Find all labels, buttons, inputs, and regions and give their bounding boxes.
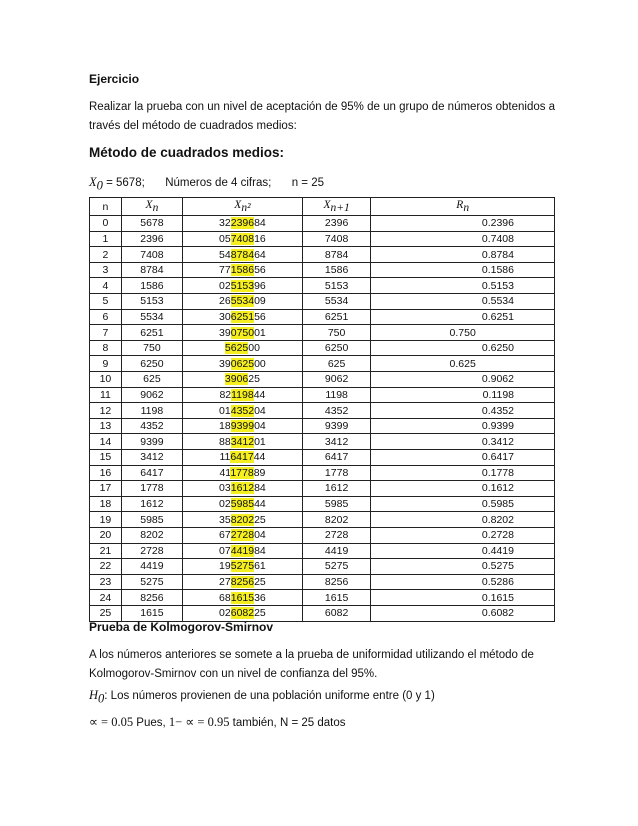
table-cell: 0.2728 bbox=[371, 527, 555, 543]
table-cell: 1198 bbox=[302, 387, 371, 403]
table-cell: 9 bbox=[90, 356, 122, 372]
table-cell: 5275 bbox=[302, 559, 371, 575]
confidence-expression: 1− ∝ = 0.95 bbox=[168, 715, 230, 729]
squared-cell bbox=[183, 418, 303, 434]
square-prefix-digits: 02 bbox=[219, 279, 231, 292]
table-row bbox=[90, 387, 555, 403]
square-prefix-digits: 18 bbox=[219, 420, 231, 433]
table-cell: 1778 bbox=[121, 481, 182, 497]
table-cell: 1586 bbox=[121, 278, 182, 294]
ks-intro-paragraph: A los números anteriores se somete a la prueba de uniformidad utilizando el método de Kolmogorov-Smirnov con un nivel de confianza del 95%. bbox=[89, 649, 534, 680]
table-cell: 0 bbox=[90, 216, 122, 232]
table-cell: 0.9062 bbox=[371, 372, 555, 388]
table-cell: 25 bbox=[90, 605, 122, 621]
middle-digits-highlight: 5625 bbox=[224, 342, 249, 355]
table-row bbox=[90, 434, 555, 450]
table-cell: 2396 bbox=[121, 231, 182, 247]
table-cell: 5153 bbox=[121, 294, 182, 310]
alpha-connector: Pues, bbox=[133, 717, 169, 729]
square-suffix-digits: 84 bbox=[254, 482, 266, 495]
square-suffix-digits: 84 bbox=[254, 544, 266, 557]
table-cell: 12 bbox=[90, 403, 122, 419]
table-cell: 0.4352 bbox=[371, 403, 555, 419]
table-cell: 625 bbox=[121, 372, 182, 388]
square-suffix-digits: 44 bbox=[254, 498, 266, 511]
squared-cell bbox=[183, 559, 303, 575]
square-suffix-digits: 56 bbox=[254, 264, 266, 277]
squared-cell bbox=[183, 372, 303, 388]
table-cell: 5534 bbox=[302, 294, 371, 310]
table-cell: 1612 bbox=[302, 481, 371, 497]
square-prefix-digits: 35 bbox=[219, 513, 231, 526]
table-cell: 1778 bbox=[302, 465, 371, 481]
squared-cell bbox=[183, 434, 303, 450]
n-count: n = 25 bbox=[291, 177, 325, 189]
square-prefix-digits: 67 bbox=[219, 529, 231, 542]
square-prefix-digits: 54 bbox=[219, 248, 231, 261]
table-cell: 8256 bbox=[121, 590, 182, 606]
table-cell: 3412 bbox=[302, 434, 371, 450]
middle-digits-highlight: 1615 bbox=[230, 591, 255, 604]
middle-digits-highlight: 5153 bbox=[230, 279, 255, 292]
square-suffix-digits: 00 bbox=[248, 342, 260, 355]
middle-digits-highlight: 8256 bbox=[230, 576, 255, 589]
middle-digits-highlight: 2396 bbox=[230, 217, 255, 230]
middle-digits-highlight: 9399 bbox=[230, 420, 255, 433]
square-prefix-digits: 02 bbox=[219, 498, 231, 511]
table-row bbox=[90, 605, 555, 621]
table-cell: 3412 bbox=[121, 450, 182, 466]
table-cell: 20 bbox=[90, 527, 122, 543]
table-cell: 5985 bbox=[121, 512, 182, 528]
square-suffix-digits: 64 bbox=[254, 248, 266, 261]
middle-digits-highlight: 8784 bbox=[230, 248, 255, 261]
square-suffix-digits: 25 bbox=[254, 576, 266, 589]
table-header-cell bbox=[183, 198, 303, 216]
table-cell: 22 bbox=[90, 559, 122, 575]
square-suffix-digits: 01 bbox=[254, 435, 266, 448]
table-cell: 0.5985 bbox=[371, 496, 555, 512]
header-subscript: n bbox=[463, 202, 470, 215]
squared-cell bbox=[183, 231, 303, 247]
table-row bbox=[90, 340, 555, 356]
table-cell: 19 bbox=[90, 512, 122, 528]
square-suffix-digits: 09 bbox=[254, 295, 266, 308]
square-prefix-digits: 68 bbox=[219, 591, 231, 604]
table-cell: 4 bbox=[90, 278, 122, 294]
ks-title: Prueba de Kolmogorov-Smirnov bbox=[89, 620, 274, 634]
table-cell: 0.1615 bbox=[371, 590, 555, 606]
table-cell: 0.5286 bbox=[371, 574, 555, 590]
square-suffix-digits: 84 bbox=[254, 217, 266, 230]
table-cell: 6250 bbox=[302, 340, 371, 356]
header-symbol: n bbox=[102, 200, 109, 213]
table-cell: 0.5275 bbox=[371, 559, 555, 575]
table-cell: 0.1198 bbox=[371, 387, 555, 403]
middle-digits-highlight: 1778 bbox=[230, 466, 254, 479]
table-cell: 0.8202 bbox=[371, 512, 555, 528]
square-suffix-digits: 04 bbox=[254, 529, 266, 542]
table-row bbox=[90, 247, 555, 263]
square-suffix-digits: 44 bbox=[253, 451, 266, 464]
header-subscript: n² bbox=[241, 202, 251, 215]
table-row bbox=[90, 356, 555, 372]
squared-cell bbox=[183, 278, 303, 294]
table-cell: 1 bbox=[90, 231, 122, 247]
squared-cell bbox=[183, 340, 303, 356]
table-row bbox=[90, 372, 555, 388]
table-row bbox=[90, 325, 555, 341]
square-suffix-digits: 56 bbox=[254, 310, 266, 323]
square-suffix-digits: 25 bbox=[254, 513, 266, 526]
table-cell: 0.7408 bbox=[371, 231, 555, 247]
squared-cell bbox=[183, 465, 303, 481]
squared-cell bbox=[183, 247, 303, 263]
table-cell: 9399 bbox=[302, 418, 371, 434]
middle-digits-highlight: 0750 bbox=[230, 326, 255, 339]
section-title: Método de cuadrados medios: bbox=[89, 145, 285, 160]
square-prefix-digits: 26 bbox=[219, 295, 231, 308]
squared-cell bbox=[183, 216, 303, 232]
table-cell: 2728 bbox=[302, 527, 371, 543]
header-symbol: R bbox=[456, 199, 464, 211]
squared-cell bbox=[183, 496, 303, 512]
table-cell: 0.625 bbox=[371, 356, 555, 372]
table-cell: 0.1612 bbox=[371, 481, 555, 497]
table-body bbox=[90, 216, 555, 621]
squared-cell bbox=[183, 481, 303, 497]
table-cell: 14 bbox=[90, 434, 122, 450]
table-row bbox=[90, 543, 555, 559]
middle-square-table bbox=[89, 197, 555, 622]
table-cell: 0.5153 bbox=[371, 278, 555, 294]
squared-cell bbox=[183, 605, 303, 621]
table-cell: 4352 bbox=[302, 403, 371, 419]
table-cell: 0.8784 bbox=[371, 247, 555, 263]
table-cell: 0.5534 bbox=[371, 294, 555, 310]
middle-digits-highlight: 4352 bbox=[230, 404, 255, 417]
table-row bbox=[90, 278, 555, 294]
squared-cell bbox=[183, 450, 303, 466]
middle-digits-highlight: 6417 bbox=[230, 451, 254, 464]
middle-digits-highlight: 1586 bbox=[230, 264, 255, 277]
table-row bbox=[90, 481, 555, 497]
squared-cell bbox=[183, 590, 303, 606]
digits-note: Números de 4 cifras; bbox=[165, 177, 272, 189]
square-suffix-digits: 44 bbox=[253, 388, 266, 401]
table-cell: 9399 bbox=[121, 434, 182, 450]
square-suffix-digits: 36 bbox=[254, 591, 266, 604]
square-prefix-digits: 05 bbox=[219, 232, 231, 245]
table-cell: 6 bbox=[90, 309, 122, 325]
middle-digits-highlight: 5534 bbox=[230, 295, 255, 308]
table-cell: 750 bbox=[121, 340, 182, 356]
square-prefix-digits: 41 bbox=[219, 466, 231, 479]
table-row bbox=[90, 231, 555, 247]
squared-cell bbox=[183, 262, 303, 278]
squared-cell bbox=[183, 309, 303, 325]
table-cell: 8202 bbox=[121, 527, 182, 543]
middle-digits-highlight: 3906 bbox=[224, 373, 249, 386]
table-row bbox=[90, 309, 555, 325]
middle-digits-highlight: 5985 bbox=[230, 498, 255, 511]
table-row bbox=[90, 512, 555, 528]
squared-cell bbox=[183, 356, 303, 372]
header-symbol: X bbox=[234, 199, 242, 211]
table-cell: 6082 bbox=[302, 605, 371, 621]
table-cell: 8 bbox=[90, 340, 122, 356]
square-suffix-digits: 61 bbox=[254, 560, 266, 573]
table-cell: 0.6251 bbox=[371, 309, 555, 325]
squared-cell bbox=[183, 325, 303, 341]
table-cell: 7 bbox=[90, 325, 122, 341]
table-row bbox=[90, 294, 555, 310]
square-prefix-digits: 88 bbox=[219, 435, 231, 448]
table-cell: 11 bbox=[90, 387, 122, 403]
square-suffix-digits: 04 bbox=[254, 420, 266, 433]
table-row bbox=[90, 450, 555, 466]
h0-subscript: 0 bbox=[98, 691, 105, 706]
table-cell: 1586 bbox=[302, 262, 371, 278]
null-hypothesis bbox=[89, 688, 435, 706]
table-row bbox=[90, 590, 555, 606]
middle-digits-highlight: 3412 bbox=[230, 435, 255, 448]
table-cell: 6251 bbox=[302, 309, 371, 325]
intro-paragraph: Realizar la prueba con un nivel de aceptación de 95% de un grupo de números obtenidos a través del método de cuadrados medios: bbox=[89, 101, 556, 132]
table-cell: 7408 bbox=[121, 247, 182, 263]
squared-cell bbox=[183, 543, 303, 559]
table-cell: 24 bbox=[90, 590, 122, 606]
square-prefix-digits: 11 bbox=[219, 451, 231, 464]
alpha-expression: ∝ = 0.05 bbox=[89, 715, 134, 729]
table-row bbox=[90, 574, 555, 590]
table-cell: 5534 bbox=[121, 309, 182, 325]
table-cell: 1612 bbox=[121, 496, 182, 512]
square-prefix-digits: 32 bbox=[219, 217, 231, 230]
squared-cell bbox=[183, 294, 303, 310]
squared-cell bbox=[183, 527, 303, 543]
table-cell: 1615 bbox=[121, 605, 182, 621]
table-cell: 6250 bbox=[121, 356, 182, 372]
square-suffix-digits: 25 bbox=[248, 373, 260, 386]
table-cell: 0.750 bbox=[371, 325, 555, 341]
table-header-cell bbox=[302, 198, 371, 216]
squared-cell bbox=[183, 403, 303, 419]
square-suffix-digits: 89 bbox=[253, 466, 266, 479]
table-cell: 4352 bbox=[121, 418, 182, 434]
table-cell: 5985 bbox=[302, 496, 371, 512]
table-row bbox=[90, 527, 555, 543]
x0-value: = 5678; bbox=[106, 177, 145, 189]
x0-subscript: 0 bbox=[96, 178, 103, 193]
table-cell: 0.3412 bbox=[371, 434, 555, 450]
table-cell: 7408 bbox=[302, 231, 371, 247]
table-cell: 3 bbox=[90, 262, 122, 278]
exercise-heading: Ejercicio bbox=[89, 72, 140, 86]
table-row bbox=[90, 216, 555, 232]
square-prefix-digits: 03 bbox=[219, 482, 231, 495]
alpha-tail: también, N = 25 datos bbox=[229, 717, 346, 729]
table-cell: 18 bbox=[90, 496, 122, 512]
table-header-row bbox=[90, 198, 555, 216]
table-cell: 5 bbox=[90, 294, 122, 310]
table-cell: 2396 bbox=[302, 216, 371, 232]
table-cell: 5153 bbox=[302, 278, 371, 294]
squared-cell bbox=[183, 387, 303, 403]
h0-symbol: H bbox=[89, 688, 99, 702]
table-cell: 0.6417 bbox=[371, 450, 555, 466]
table-cell: 8202 bbox=[302, 512, 371, 528]
table-cell: 15 bbox=[90, 450, 122, 466]
table-cell: 1615 bbox=[302, 590, 371, 606]
square-prefix-digits: 19 bbox=[219, 560, 231, 573]
square-suffix-digits: 04 bbox=[254, 404, 266, 417]
table-row bbox=[90, 559, 555, 575]
middle-digits-highlight: 2728 bbox=[230, 529, 255, 542]
table-cell: 0.2396 bbox=[371, 216, 555, 232]
middle-digits-highlight: 4419 bbox=[230, 544, 255, 557]
square-suffix-digits: 00 bbox=[254, 357, 266, 370]
table-cell: 0.1586 bbox=[371, 262, 555, 278]
table-cell: 13 bbox=[90, 418, 122, 434]
middle-digits-highlight: 8202 bbox=[230, 513, 255, 526]
table-row bbox=[90, 418, 555, 434]
table-cell: 0.6250 bbox=[371, 340, 555, 356]
table-cell: 6417 bbox=[121, 465, 182, 481]
table-header-cell bbox=[90, 198, 122, 216]
table-cell: 6417 bbox=[302, 450, 371, 466]
h0-text: : Los números provienen de una población uniforme entre (0 y 1) bbox=[104, 690, 435, 702]
square-prefix-digits: 30 bbox=[219, 310, 231, 323]
middle-digits-highlight: 1612 bbox=[230, 482, 255, 495]
header-subscript: n+1 bbox=[330, 202, 350, 215]
square-prefix-digits: 07 bbox=[219, 544, 231, 557]
table-cell: 23 bbox=[90, 574, 122, 590]
table-cell: 8784 bbox=[121, 262, 182, 278]
table-cell: 0.4419 bbox=[371, 543, 555, 559]
square-suffix-digits: 96 bbox=[254, 279, 266, 292]
header-subscript: n bbox=[152, 202, 159, 215]
table-cell: 0.9399 bbox=[371, 418, 555, 434]
squared-cell bbox=[183, 574, 303, 590]
square-suffix-digits: 25 bbox=[254, 607, 266, 620]
table-cell: 17 bbox=[90, 481, 122, 497]
table-header-cell bbox=[371, 198, 555, 216]
table-cell: 0.1778 bbox=[371, 465, 555, 481]
table-row bbox=[90, 262, 555, 278]
squared-cell bbox=[183, 512, 303, 528]
square-prefix-digits: 39 bbox=[219, 357, 231, 370]
parameters-line bbox=[89, 175, 324, 193]
square-prefix-digits: 77 bbox=[219, 264, 231, 277]
alpha-line bbox=[89, 714, 345, 730]
middle-digits-highlight: 0625 bbox=[230, 357, 255, 370]
table-row bbox=[90, 403, 555, 419]
middle-digits-highlight: 7408 bbox=[230, 232, 255, 245]
x0-symbol: X bbox=[89, 175, 97, 189]
table-cell: 2 bbox=[90, 247, 122, 263]
table-cell: 8784 bbox=[302, 247, 371, 263]
table-cell: 9062 bbox=[121, 387, 182, 403]
table-cell: 750 bbox=[302, 325, 371, 341]
square-suffix-digits: 16 bbox=[254, 232, 266, 245]
square-prefix-digits: 01 bbox=[219, 404, 231, 417]
table-row bbox=[90, 496, 555, 512]
square-prefix-digits: 82 bbox=[219, 388, 232, 401]
table-cell: 8256 bbox=[302, 574, 371, 590]
square-prefix-digits: 02 bbox=[219, 607, 231, 620]
middle-digits-highlight: 6082 bbox=[230, 607, 255, 620]
header-symbol: X bbox=[145, 199, 153, 211]
table-cell: 10 bbox=[90, 372, 122, 388]
table-cell: 4419 bbox=[302, 543, 371, 559]
middle-digits-highlight: 1198 bbox=[231, 388, 254, 401]
table-cell: 5678 bbox=[121, 216, 182, 232]
table-cell: 6251 bbox=[121, 325, 182, 341]
square-prefix-digits: 27 bbox=[219, 576, 231, 589]
table-row bbox=[90, 465, 555, 481]
table-cell: 21 bbox=[90, 543, 122, 559]
table-cell: 1198 bbox=[121, 403, 182, 419]
middle-digits-highlight: 6251 bbox=[230, 310, 255, 323]
table-header-cell bbox=[121, 198, 182, 216]
table-cell: 4419 bbox=[121, 559, 182, 575]
middle-digits-highlight: 5275 bbox=[230, 560, 255, 573]
header-symbol: X bbox=[323, 199, 331, 211]
table-cell: 625 bbox=[302, 356, 371, 372]
table-cell: 0.6082 bbox=[371, 605, 555, 621]
square-suffix-digits: 01 bbox=[254, 326, 266, 339]
table-cell: 9062 bbox=[302, 372, 371, 388]
table-cell: 2728 bbox=[121, 543, 182, 559]
square-prefix-digits: 39 bbox=[219, 326, 231, 339]
table-cell: 16 bbox=[90, 465, 122, 481]
table-cell: 5275 bbox=[121, 574, 182, 590]
